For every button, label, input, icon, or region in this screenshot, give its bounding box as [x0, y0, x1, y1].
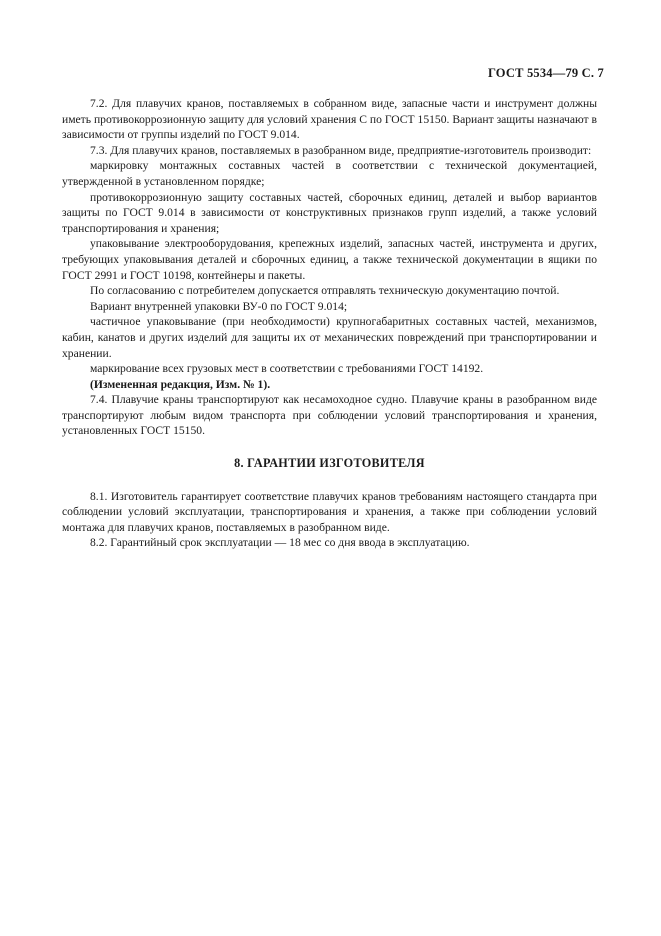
paragraph-7-3-corrosion-protection: противокоррозионную защиту составных частей, сборочных единиц, деталей и выбор вариантов защиты по ГОСТ 9.014 в зависимости от конструктивных признаков групп изделий, а также условий транспортирования и хранения; — [62, 190, 597, 235]
running-head: ГОСТ 5534—79 С. 7 — [487, 66, 604, 80]
paragraph-7-3-partial-packing: частичное упаковывание (при необходимости) крупногабаритных составных частей, механизмов, кабин, канатов и других изделий для защиты их от механических повреждений при транспортировании и хранении. — [62, 315, 597, 360]
paragraph-7-4: 7.4. Плавучие краны транспортируют как несамоходное судно. Плавучие краны в разобранном виде транспортируют любым видом транспорта при соблюдении условий транспортирования и хранения, установленных ГОСТ 15150. — [62, 393, 597, 438]
paragraph-7-3-documentation-mail: По согласованию с потребителем допускается отправлять техническую документацию почтой. — [90, 284, 560, 298]
paragraph-7-3-marking: маркировку монтажных составных частей в соответствии с технической документацией, утвержденной в установленном порядке; — [62, 159, 597, 188]
paragraph-8-2: 8.2. Гарантийный срок эксплуатации — 18 мес со дня ввода в эксплуатацию. — [90, 536, 470, 550]
section-8-title: 8. ГАРАНТИИ ИЗГОТОВИТЕЛЯ — [234, 456, 425, 471]
paragraph-7-3: 7.3. Для плавучих кранов, поставляемых в разобранном виде, предприятие-изготовитель производит: — [90, 143, 592, 157]
paragraph-7-3-internal-packing: Вариант внутренней упаковки ВУ-0 по ГОСТ 9.014; — [90, 299, 348, 313]
paragraph-7-3-cargo-marking: маркирование всех грузовых мест в соответствии с требованиями ГОСТ 14192. — [90, 362, 484, 376]
document-body — [62, 96, 597, 551]
paragraph-7-2: 7.2. Для плавучих кранов, поставляемых в собранном виде, запасные части и инструмент должны иметь противокоррозионную защиту для условий хранения С по ГОСТ 15150. Вариант защиты назначают в зависимости от группы изделий по ГОСТ 9.014. — [62, 97, 597, 142]
amendment-note: (Измененная редакция, Изм. № 1). — [90, 377, 271, 391]
paragraph-7-3-packing: упаковывание электрооборудования, крепежных изделий, запасных частей, инструмента и других, требующих упаковывания деталей и сборочных единиц, а также технической документации в ящики по ГОСТ 2991 и ГОСТ 10198, контейнеры и пакеты. — [62, 237, 597, 282]
paragraph-8-1: 8.1. Изготовитель гарантирует соответствие плавучих кранов требованиям настоящего стандарта при соблюдении условий эксплуатации, транспортирования и хранения, а также при соблюдении условий монтажа для плавучих кранов, поставляемых в разобранном виде. — [62, 489, 597, 534]
